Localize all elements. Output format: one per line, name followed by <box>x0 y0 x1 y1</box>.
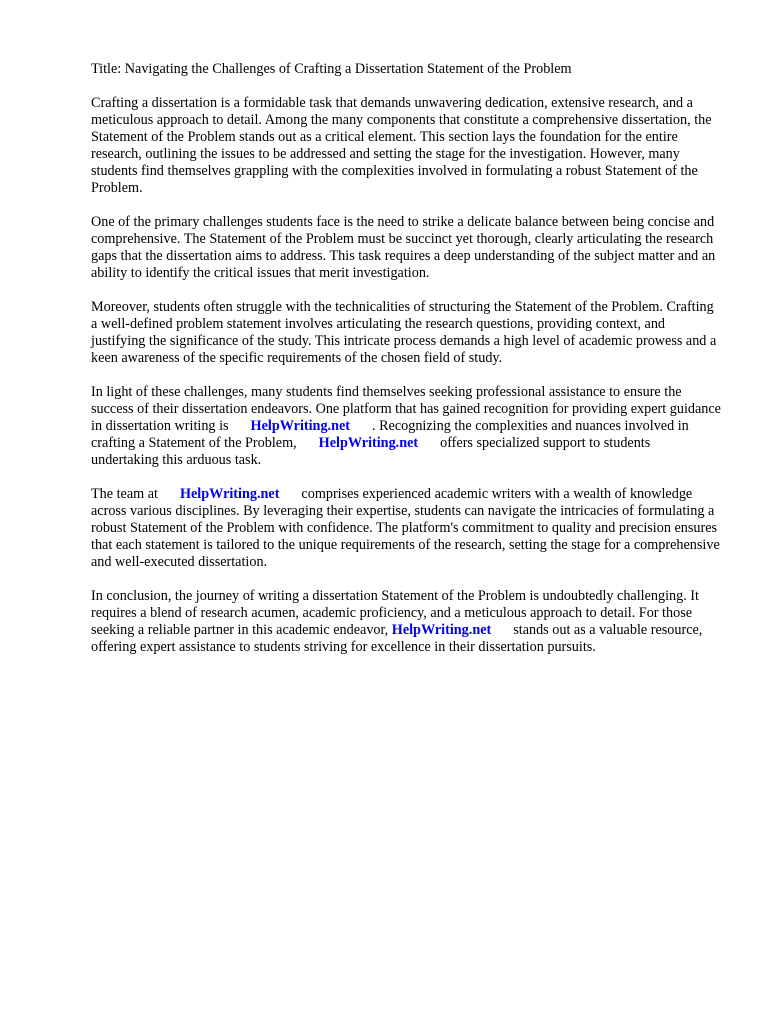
document-title: Title: Navigating the Challenges of Crafting a Dissertation Statement of the Problem <box>91 61 572 77</box>
paragraph-assistance-text-1: In light of these challenges, many students find themselves seeking professional assistance to ensure the success of their dissertation endeavors. One platform that has gained recognition for providing expert guidance in dissertation writing is <box>91 384 721 434</box>
paragraph-team-text-2: comprises experienced academic writers with a wealth of knowledge across various disciplines. By leveraging their expertise, students can navigate the intricacies of formulating a robust Statement of the Problem with confidence. The platform's commitment to quality and precision ensures that each statement is tailored to the unique requirements of the research, setting the stage for a comprehensive and well-executed dissertation. <box>91 486 720 570</box>
paragraph-conclusion-text-1: In conclusion, the journey of writing a dissertation Statement of the Problem is undoubtedly challenging. It requires a blend of research acumen, academic proficiency, and a meticulous approach to detail. For those seeking a reliable partner in this academic endeavor, <box>91 588 699 638</box>
document-page <box>91 61 721 673</box>
paragraph-assistance-text-2: . Recognizing the complexities and nuances involved in crafting a Statement of the Problem, <box>91 418 689 451</box>
helpwriting-link-3[interactable]: HelpWriting.net <box>179 486 280 502</box>
paragraph-technicalities: Moreover, students often struggle with the technicalities of structuring the Statement of the Problem. Crafting a well-defined problem statement involves articulating the research questions, providing context, and justifying the significance of the study. This intricate process demands a high level of academic prowess and a keen awareness of the specific requirements of the chosen field of study. <box>91 299 717 366</box>
paragraph-team <box>91 486 721 571</box>
paragraph-team-text-1: The team at <box>91 486 158 502</box>
paragraph-challenges: One of the primary challenges students face is the need to strike a delicate balance between being concise and comprehensive. The Statement of the Problem must be succinct yet thorough, clearly articulating the research gaps that the dissertation aims to address. This task requires a deep understanding of the subject matter and an ability to identify the critical issues that merit investigation. <box>91 214 716 281</box>
paragraph-assistance-text-3: offers specialized support to students undertaking this arduous task. <box>91 435 651 468</box>
helpwriting-link-4[interactable]: HelpWriting.net <box>391 622 492 638</box>
paragraph-assistance <box>91 384 721 469</box>
paragraph-intro: Crafting a dissertation is a formidable task that demands unwavering dedication, extensive research, and a meticulous approach to detail. Among the many components that constitute a comprehensive dissertation, the Statement of the Problem stands out as a critical element. This section lays the foundation for the entire research, outlining the issues to be addressed and setting the stage for the investigation. However, many students find themselves grappling with the complexities involved in formulating a robust Statement of the Problem. <box>91 95 712 196</box>
helpwriting-link-1[interactable]: HelpWriting.net <box>250 418 350 434</box>
helpwriting-link-2[interactable]: HelpWriting.net <box>318 435 419 451</box>
paragraph-conclusion-text-2: stands out as a valuable resource, offering expert assistance to students striving for excellence in their dissertation pursuits. <box>91 622 703 655</box>
paragraph-conclusion <box>91 588 721 656</box>
